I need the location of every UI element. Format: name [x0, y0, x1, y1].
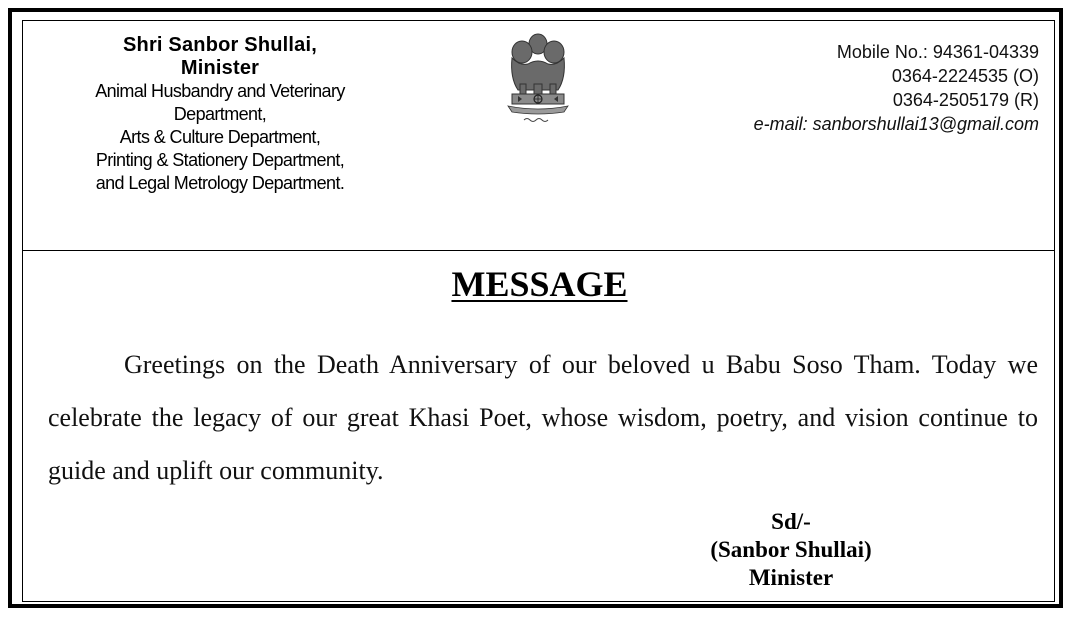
signature-block [660, 508, 922, 592]
signature-name: (Sanbor Shullai) [710, 537, 872, 562]
signature-title: Minister [748, 565, 834, 590]
message-heading: MESSAGE [451, 264, 628, 304]
email-address: e-mail: sanborshullai13@gmail.com [753, 114, 1039, 134]
department-line-2: Department, [173, 104, 267, 124]
department-line-5: and Legal Metrology Department. [95, 173, 345, 193]
mobile-number: Mobile No.: 94361-04339 [836, 42, 1039, 62]
minister-name: Shri Sanbor Shullai, [122, 34, 318, 56]
national-emblem-icon [500, 28, 576, 124]
department-line-1: Animal Husbandry and Veterinary [95, 81, 345, 101]
department-line-3: Arts & Culture Department, [119, 127, 321, 147]
message-body: Greetings on the Death Anniversary of our beloved u Babu Soso Tham. Today we celebrate the legacy of our great Khasi Poet, whose wisdom, poetry, and vision continue to guide and uplift our community. [48, 350, 1038, 485]
residence-phone: 0364-2505179 (R) [892, 90, 1039, 110]
minister-block [40, 34, 400, 195]
office-phone: 0364-2224535 (O) [891, 66, 1039, 86]
minister-title: Minister [180, 57, 260, 79]
department-line-4: Printing & Stationery Department, [95, 150, 345, 170]
signature-sd: Sd/- [771, 509, 811, 534]
contact-block [754, 40, 1039, 136]
header-divider [22, 250, 1055, 251]
